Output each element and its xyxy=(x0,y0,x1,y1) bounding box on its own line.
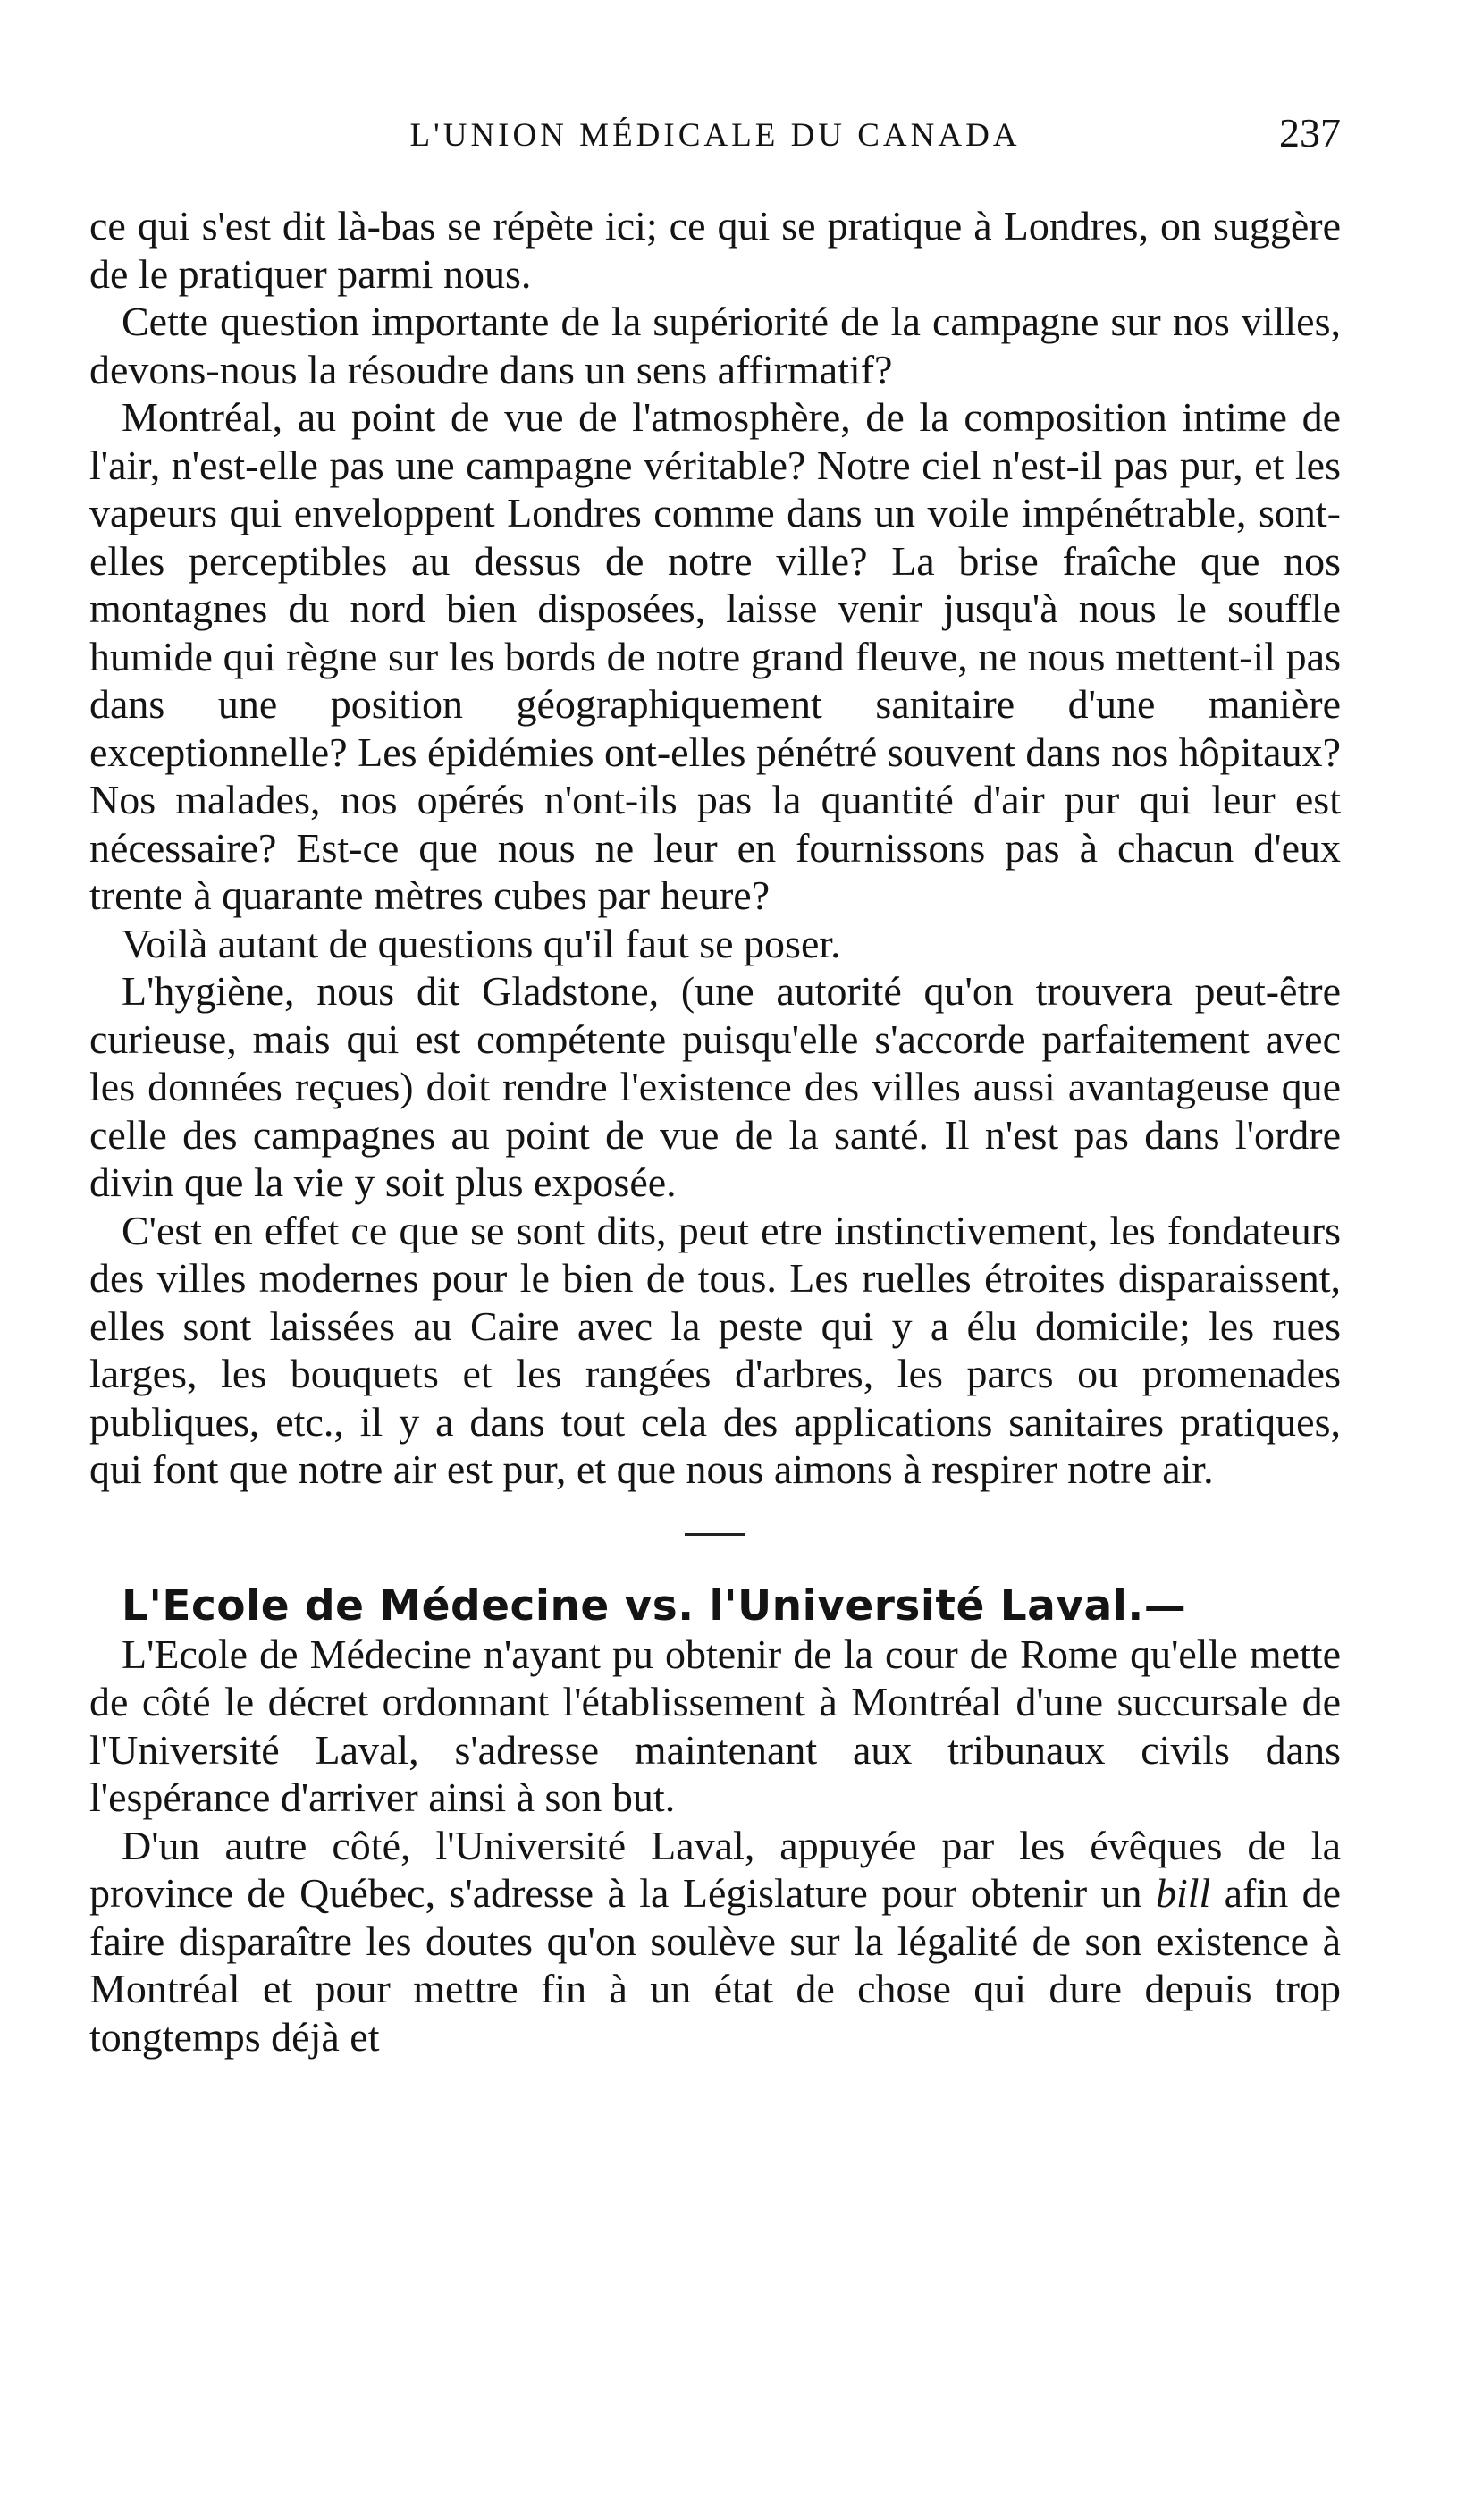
document-page xyxy=(89,110,1341,2061)
section-heading: L'Ecole de Médecine vs. l'Université Laval.— xyxy=(122,1580,1187,1631)
body-paragraph-2: Cette question importante de la supériorité de la campagne sur nos villes, devons-nous la résoudre dans un sens affirmatif? xyxy=(89,299,1341,392)
body-paragraph-3: Montréal, au point de vue de l'atmosphère, de la composition intime de l'air, n'est-elle pas une campagne véritable? Notre ciel n'est-il pas pur, et les vapeurs qui enveloppent Londres comme dans un voile impénétrable, sont-elles perceptibles au dessus de notre ville? La brise fraîche que nos montagnes du nord bien disposées, laisse venir jusqu'à nous le souffle humide qui règne sur les bords de notre grand fleuve, ne nous mettent-il pas dans une position géographiquement sanitaire d'une manière exceptionnelle? Les épidémies ont-elles pénétré souvent dans nos hôpitaux? Nos malades, nos opérés n'ont-ils pas la quantité d'air pur qui leur est nécessaire? Est-ce que nous ne leur en fournissons pas à chacun d'eux trente à quarante mètres cubes par heure? xyxy=(89,394,1341,918)
section-paragraph-2 xyxy=(89,1822,1341,2061)
page-number: 237 xyxy=(1279,110,1341,156)
bill-word: bill xyxy=(1155,1870,1211,1916)
section-paragraph-2-end: afin de faire disparaître les doutes qu'on soulève sur la légalité de son existence à Montréal et pour mettre fin à un état de chose qui dure depuis trop tongtemps déjà et xyxy=(89,1870,1341,2060)
section-paragraph-2-start: D'un autre côté, l'Université Laval, appuyée par les évêques de la province de Québec, s'adresse à la Législature pour obtenir un xyxy=(89,1822,1341,1916)
page-header xyxy=(89,110,1341,170)
body-paragraph-1: ce qui s'est dit là-bas se répète ici; ce qui se pratique à Londres, on suggère de le pratiquer parmi nous. xyxy=(89,203,1341,297)
body-paragraph-6: C'est en effet ce que se sont dits, peut etre instinctivement, les fondateurs des villes modernes pour le bien de tous. Les ruelles étroites disparaissent, elles sont laissées au Caire avec la peste qui y a élu domicile; les rues larges, les bouquets et les rangées d'arbres, les parcs ou promenades publiques, etc., il y a dans tout cela des applications sanitaires pratiques, qui font que notre air est pur, et que nous aimons à respirer notre air. xyxy=(89,1207,1341,1492)
section-paragraph-1: L'Ecole de Médecine n'ayant pu obtenir de la cour de Rome qu'elle mette de côté le décret ordonnant l'établissement à Montréal d'une succursale de l'Université Laval, s'adresse maintenant aux tribunaux civils dans l'espérance d'arriver ainsi à son but. xyxy=(89,1631,1341,1820)
section-divider xyxy=(685,1533,745,1536)
body-paragraph-4: Voilà autant de questions qu'il faut se poser. xyxy=(122,920,841,966)
body-paragraph-5: L'hygiène, nous dit Gladstone, (une autorité qu'on trouvera peut-être curieuse, mais qui est compétente puisqu'elle s'accorde parfaitement avec les données reçues) doit rendre l'existence des villes aussi avantageuse que celle des campagnes au point de vue de la santé. Il n'est pas dans l'ordre divin que la vie y soit plus exposée. xyxy=(89,968,1341,1205)
running-title: L'UNION MÉDICALE DU CANADA xyxy=(409,117,1021,154)
